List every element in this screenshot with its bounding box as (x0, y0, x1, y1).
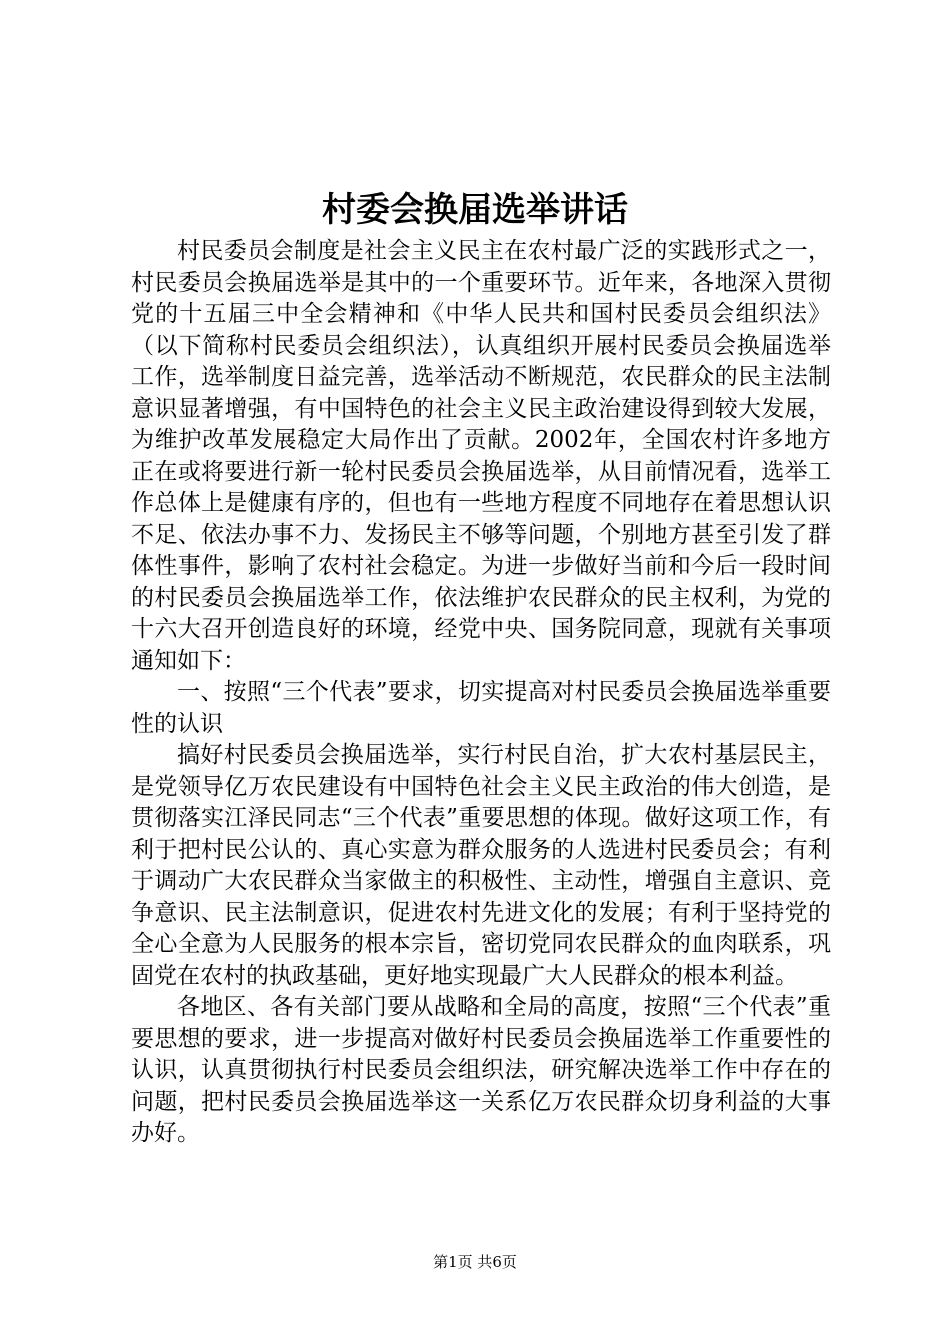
paragraph-intro: 村民委员会制度是社会主义民主在农村最广泛的实践形式之一，村民委员会换届选举是其中的一个重要环节。近年来，各地深入贯彻党的十五届三中全会精神和《中华人民共和国村民委员会组织法》（以下简称村民委员会组织法），认真组织开展村民委员会换届选举工作，选举制度日益完善，选举活动不断规范，农民群众的民主法制意识显著增强，有中国特色的社会主义民主政治建设得到较大发展，为维护改革发展稳定大局作出了贡献。2002年，全国农村许多地方正在或将要进行新一轮村民委员会换届选举，从目前情况看，选举工作总体上是健康有序的，但也有一些地方程度不同地存在着思想认识不足、依法办事不力、发扬民主不够等问题，个别地方甚至引发了群体性事件，影响了农村社会稳定。为进一步做好当前和今后一段时间的村民委员会换届选举工作，依法维护农民群众的民主权利，为党的十六大召开创造良好的环境，经党中央、国务院同意，现就有关事项通知如下： (131, 238, 831, 674)
page-indicator: 第1页 共6页 (433, 1253, 517, 1271)
section-heading: 一、按照“三个代表”要求，切实提高对村民委员会换届选举重要性的认识 (131, 679, 831, 737)
paragraph-importance: 搞好村民委员会换届选举，实行村民自治，扩大农村基层民主，是党领导亿万农民建设有中国特色社会主义民主政治的伟大创造，是贯彻落实江泽民同志“三个代表”重要思想的体现。做好这项工作，有利于把村民公认的、真心实意为群众服务的人选进村民委员会；有利于调动广大农民群众当家做主的积极性、主动性，增强自主意识、竞争意识、民主法制意识，促进农村先进文化的发展；有利于坚持党的全心全意为人民服务的根本宗旨，密切党同农民群众的血肉联系，巩固党在农村的执政基础，更好地实现最广大人民群众的根本利益。 (131, 742, 831, 989)
page-title: 村委会换届选举讲话 (322, 190, 628, 230)
paragraph-requirements: 各地区、各有关部门要从战略和全局的高度，按照“三个代表”重要思想的要求，进一步提高对做好村民委员会换届选举工作重要性的认识，认真贯彻执行村民委员会组织法，研究解决选举工作中存在的问题，把村民委员会换届选举这一关系亿万农民群众切身利益的大事办好。 (131, 994, 831, 1146)
document-body (131, 236, 831, 1150)
